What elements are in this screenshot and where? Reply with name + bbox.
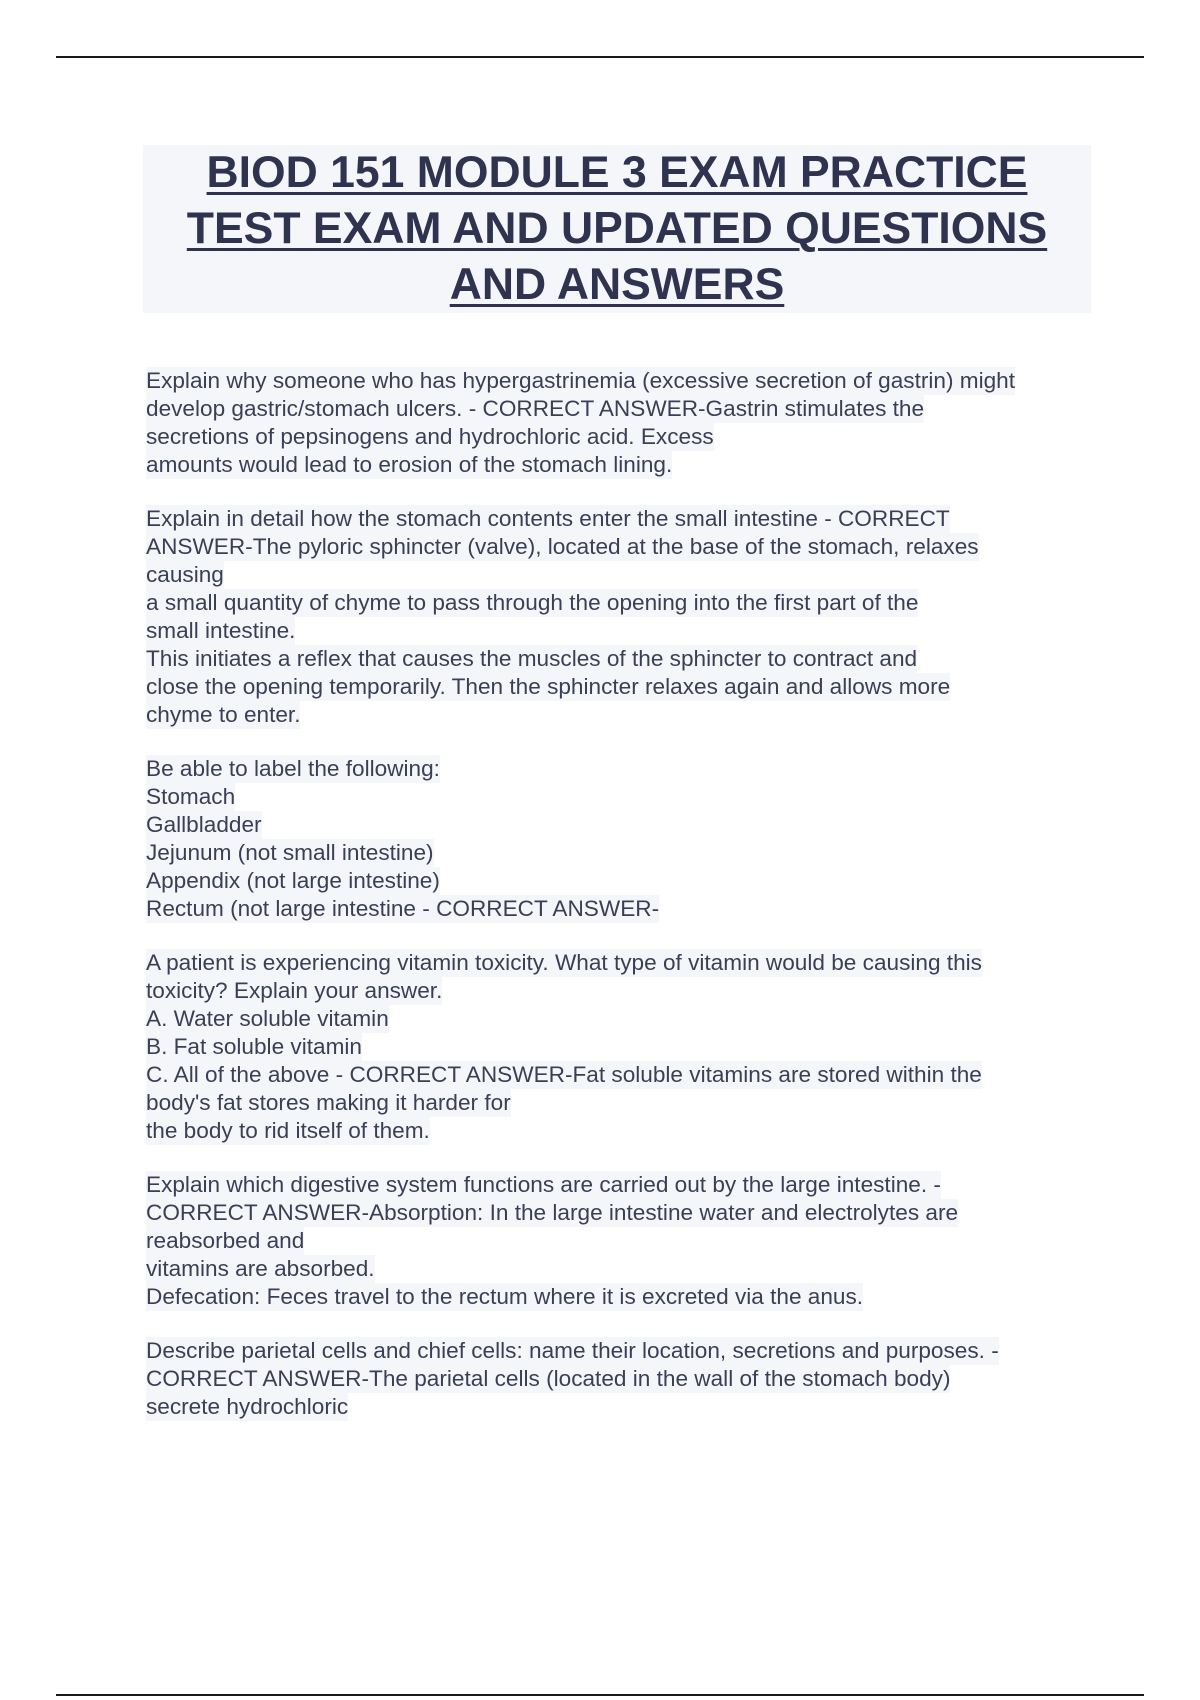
text-line: the body to rid itself of them. xyxy=(146,1118,430,1143)
text-line: Gallbladder xyxy=(146,812,262,837)
text-line: Explain which digestive system functions are carried out by the large intestine. - xyxy=(146,1172,941,1197)
text-line: C. All of the above - CORRECT ANSWER-Fat soluble vitamins are stored within the xyxy=(146,1062,982,1087)
text-line: a small quantity of chyme to pass through the opening into the first part of the xyxy=(146,590,919,615)
text-line: chyme to enter. xyxy=(146,702,301,727)
text-line: Be able to label the following: xyxy=(146,756,440,781)
text-line: small intestine. xyxy=(146,618,296,643)
text-line: This initiates a reflex that causes the muscles of the sphincter to contract and xyxy=(146,646,918,671)
document-body xyxy=(146,367,1106,1447)
text-line: causing xyxy=(146,562,224,587)
text-line: Describe parietal cells and chief cells: name their location, secretions and purposes. - xyxy=(146,1338,999,1363)
bottom-rule xyxy=(56,1694,1144,1696)
title-line-3: AND ANSWERS xyxy=(449,260,785,309)
text-line: reabsorbed and xyxy=(146,1228,305,1253)
text-line: secrete hydrochloric xyxy=(146,1394,349,1419)
qa-vitamin-toxicity xyxy=(146,949,1106,1145)
qa-label-organs xyxy=(146,755,1106,923)
title-line-1: BIOD 151 MODULE 3 EXAM PRACTICE xyxy=(206,148,1028,197)
text-line: Explain in detail how the stomach contents enter the small intestine - CORRECT xyxy=(146,506,950,531)
text-line: Appendix (not large intestine) xyxy=(146,868,440,893)
qa-large-intestine-functions xyxy=(146,1171,1106,1311)
text-line: amounts would lead to erosion of the stomach lining. xyxy=(146,452,673,477)
text-line: secretions of pepsinogens and hydrochloric acid. Excess xyxy=(146,424,714,449)
text-line: CORRECT ANSWER-Absorption: In the large intestine water and electrolytes are xyxy=(146,1200,959,1225)
text-line: Stomach xyxy=(146,784,236,809)
text-line: body's fat stores making it harder for xyxy=(146,1090,511,1115)
text-line: CORRECT ANSWER-The parietal cells (located in the wall of the stomach body) xyxy=(146,1366,951,1391)
qa-parietal-chief-cells xyxy=(146,1337,1106,1421)
text-line: toxicity? Explain your answer. xyxy=(146,978,443,1003)
text-line: Explain why someone who has hypergastrinemia (excessive secretion of gastrin) might xyxy=(146,368,1016,393)
title-line-2: TEST EXAM AND UPDATED QUESTIONS xyxy=(186,204,1048,253)
text-line: develop gastric/stomach ulcers. - CORRECT ANSWER-Gastrin stimulates the xyxy=(146,396,925,421)
text-line: close the opening temporarily. Then the sphincter relaxes again and allows more xyxy=(146,674,951,699)
text-line: ANSWER-The pyloric sphincter (valve), located at the base of the stomach, relaxes xyxy=(146,534,979,559)
text-line: A patient is experiencing vitamin toxicity. What type of vitamin would be causing this xyxy=(146,950,982,975)
qa-stomach-to-small-intestine xyxy=(146,505,1106,729)
top-rule xyxy=(56,56,1144,58)
qa-hypergastrinemia xyxy=(146,367,1106,479)
text-line: A. Water soluble vitamin xyxy=(146,1006,389,1031)
text-line: Rectum (not large intestine - CORRECT ANSWER- xyxy=(146,896,660,921)
text-line: B. Fat soluble vitamin xyxy=(146,1034,362,1059)
document-title xyxy=(143,145,1091,313)
text-line: Jejunum (not small intestine) xyxy=(146,840,434,865)
text-line: Defecation: Feces travel to the rectum where it is excreted via the anus. xyxy=(146,1284,864,1309)
text-line: vitamins are absorbed. xyxy=(146,1256,375,1281)
